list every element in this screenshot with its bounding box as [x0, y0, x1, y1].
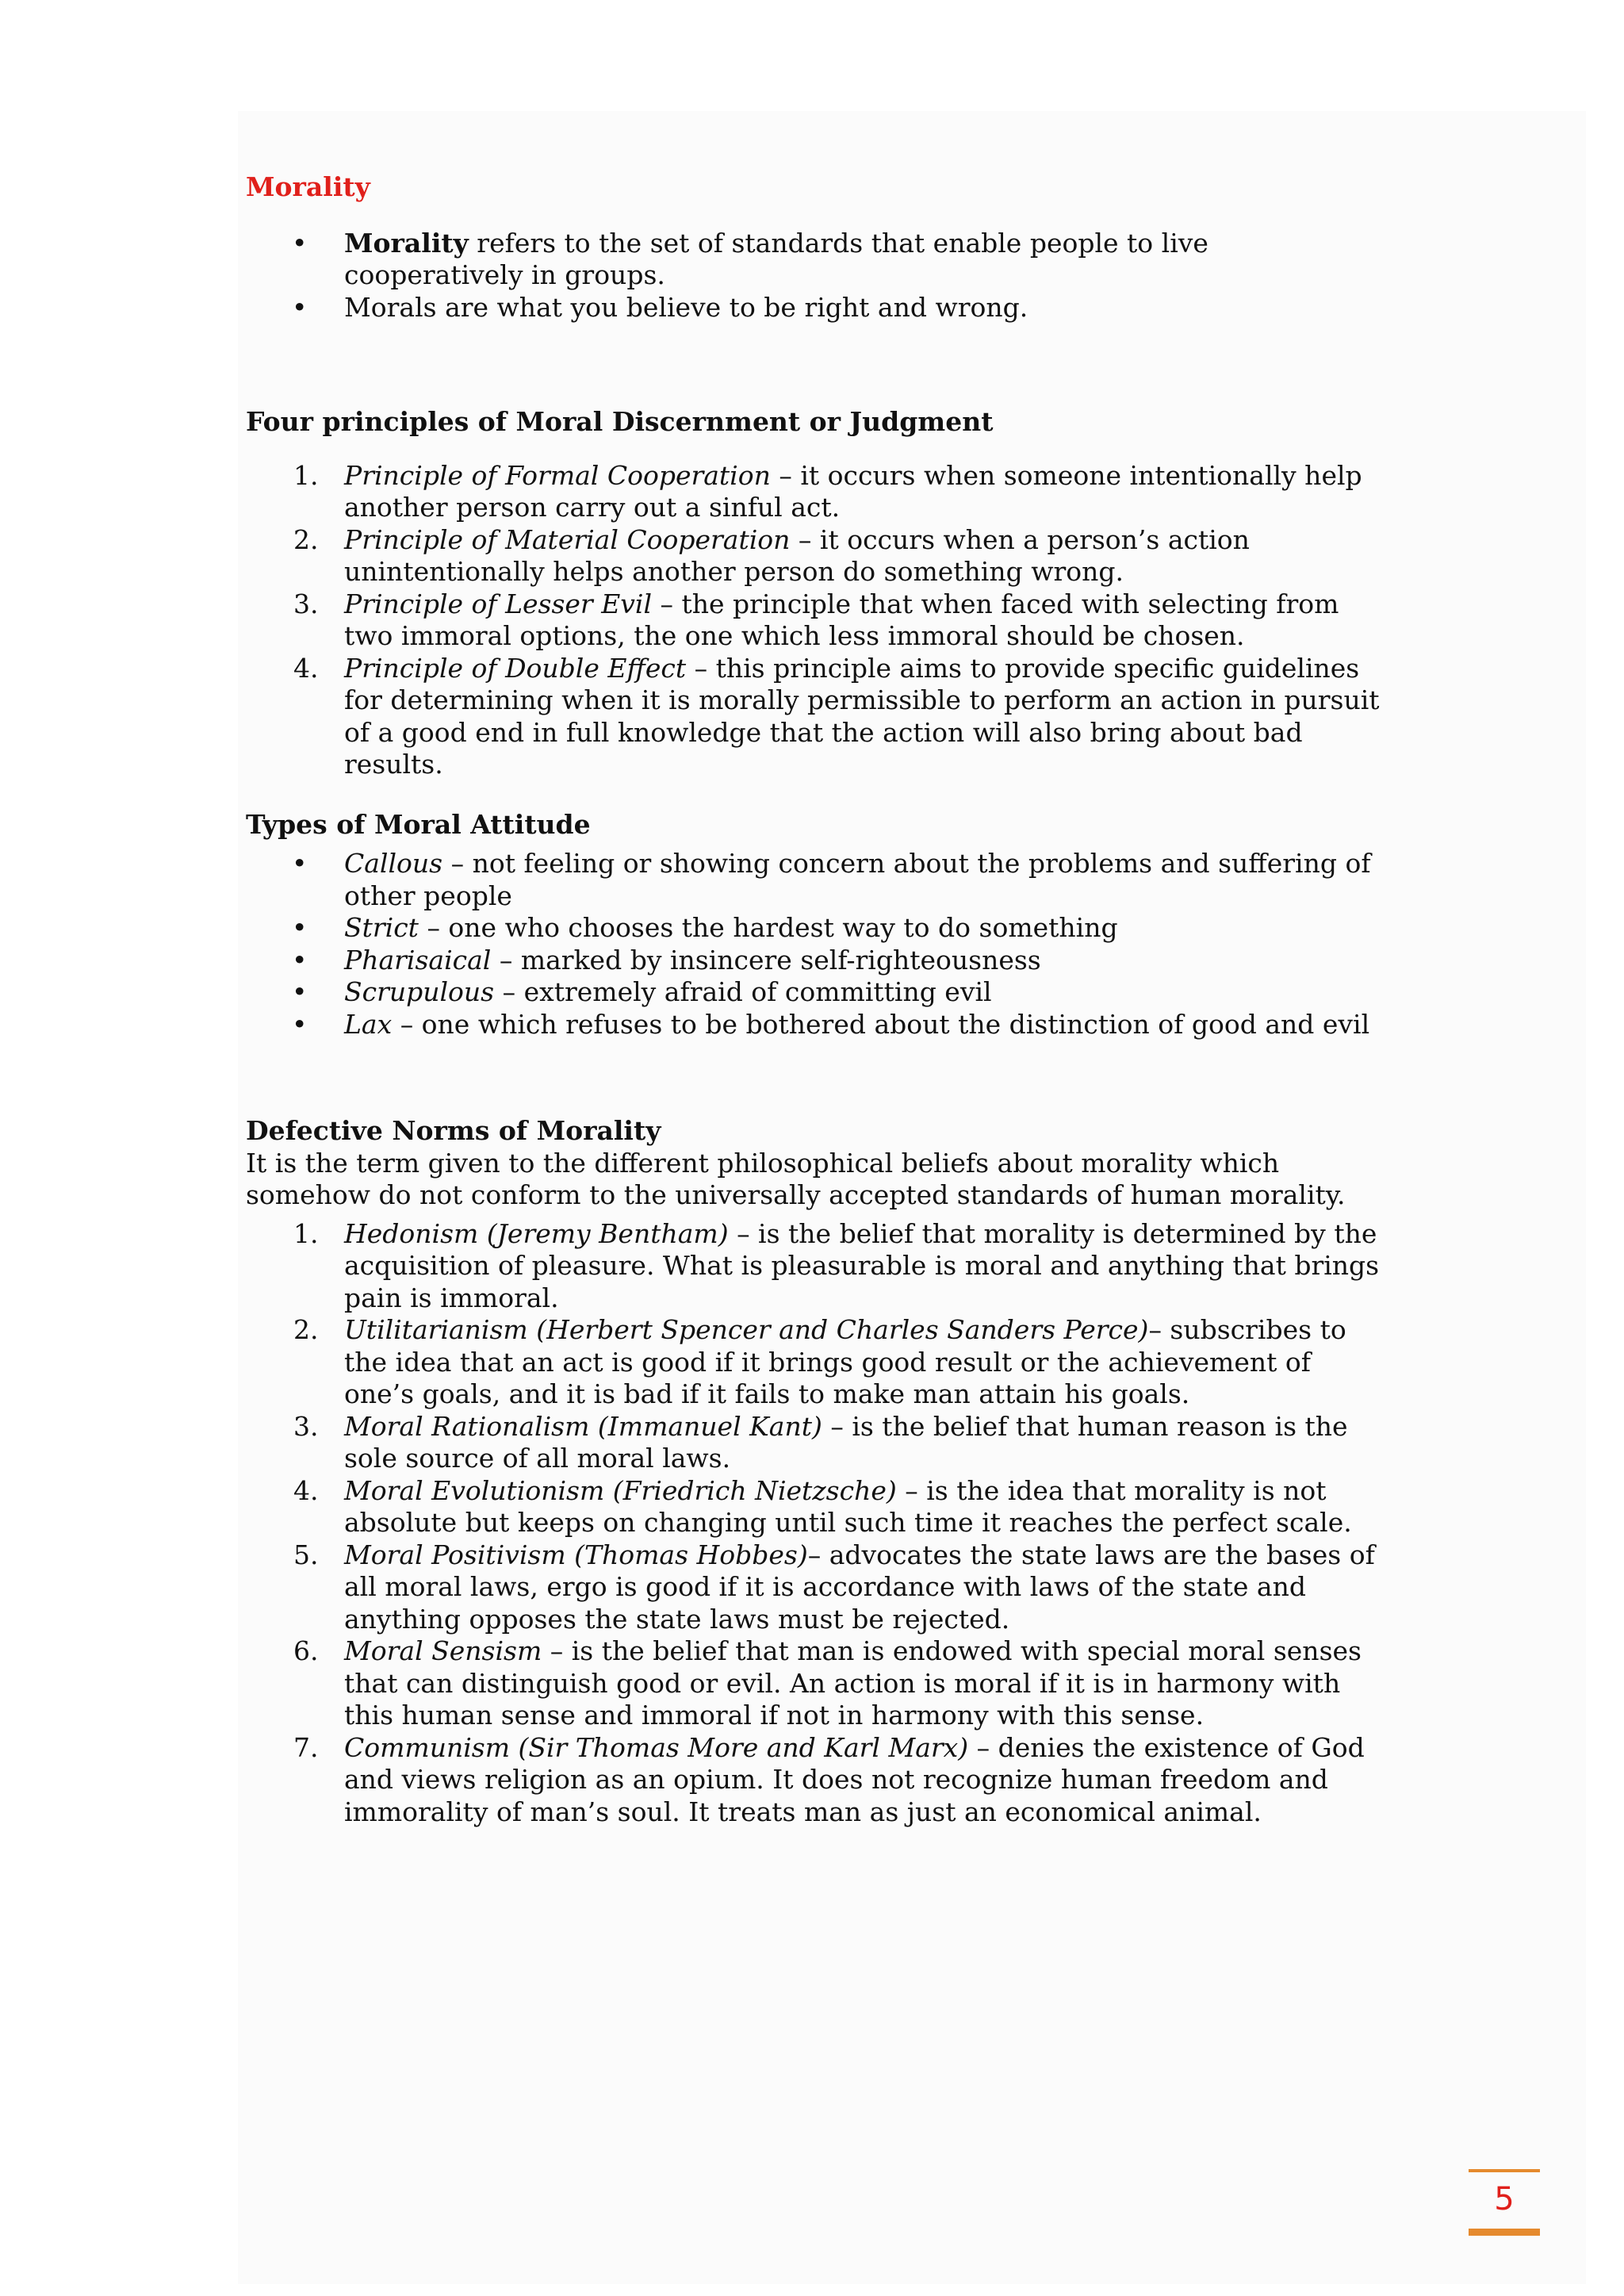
item-text: – is the belief that man is endowed with special moral senses that can distinguish good or evil. An action is moral if it is in harmony with this human sense and immoral if not in harmony with this sense. [344, 1635, 1362, 1731]
item-term: Scrupulous [344, 976, 495, 1007]
item-term: Moral Positivism (Thomas Hobbes) [344, 1539, 808, 1570]
item-term: Callous [344, 848, 443, 879]
item-term: Strict [344, 912, 419, 943]
list-item [246, 848, 1388, 912]
list-item [246, 1218, 1388, 1315]
item-text: – subscribes to the idea that an act is good if it brings good result or the achievement of one’s goals, and it is bad if it fails to make man attain his goals. [344, 1314, 1346, 1409]
list-item [246, 1411, 1388, 1475]
list-item [246, 1475, 1388, 1539]
item-term: Utilitarianism (Herbert Spencer and Charles Sanders Perce) [344, 1314, 1149, 1345]
list-item [246, 524, 1388, 588]
item-term: Moral Evolutionism (Friedrich Nietzsche) [344, 1474, 897, 1506]
item-term: Moral Sensism [344, 1635, 542, 1666]
item-number: 3. [293, 1410, 319, 1442]
list-item [246, 976, 1388, 1009]
item-term: Principle of Formal Cooperation [344, 459, 771, 491]
item-term: Principle of Material Cooperation [344, 523, 791, 555]
item-number: 3. [293, 588, 319, 619]
item-text: – advocates the state laws are the bases of all moral laws, ergo is good if it is accordance with laws of the state and anything opposes the state laws must be rejected. [344, 1539, 1375, 1635]
list-item [246, 1009, 1388, 1041]
item-text: – one which refuses to be bothered about the distinction of good and evil [392, 1008, 1370, 1040]
item-text: Morals are what you believe to be right and wrong. [344, 291, 1028, 323]
section-heading-principles: Four principles of Moral Discernment or Judgment [246, 406, 994, 437]
item-number: 6. [293, 1635, 319, 1666]
item-text: refers to the set of standards that enable people to live cooperatively in groups. [344, 227, 1208, 290]
section-morality [246, 171, 1388, 324]
item-term: Pharisaical [344, 944, 492, 976]
item-number: 5. [293, 1539, 319, 1570]
item-term: Hedonism (Jeremy Bentham) [344, 1217, 729, 1249]
section-heading-defective: Defective Norms of Morality [246, 1115, 661, 1146]
item-term: Communism (Sir Thomas More and Karl Marx) [344, 1731, 969, 1763]
item-text: – is the belief that morality is determined by the acquisition of pleasure. What is pleasurable is moral and anything that brings pain is immoral. [344, 1217, 1380, 1313]
item-text: – denies the existence of God and views religion as an opium. It does not recognize human freedom and immorality of man’s soul. It treats man as just an economical animal. [344, 1731, 1365, 1827]
list-item [246, 912, 1388, 945]
list-item [246, 588, 1388, 653]
item-text: – it occurs when a person’s action unintentionally helps another person do something wrong. [344, 523, 1250, 587]
item-term: Principle of Lesser Evil [344, 588, 653, 619]
attitude-bullet-list [246, 848, 1388, 1041]
item-number: 1. [293, 1217, 319, 1249]
section-heading-attitude: Types of Moral Attitude [246, 808, 591, 840]
list-item [246, 1539, 1388, 1636]
item-term: Moral Rationalism (Immanuel Kant) [344, 1410, 822, 1442]
item-text: – one who chooses the hardest way to do something [418, 912, 1118, 943]
item-text: – it occurs when someone intentionally help another person carry out a sinful act. [344, 459, 1362, 523]
list-item [246, 292, 1388, 324]
morality-bullet-list [246, 228, 1388, 324]
term-morality: Morality [344, 227, 469, 259]
list-item [246, 653, 1388, 781]
item-text: – this principle aims to provide specific guidelines for determining when it is morally permissible to perform an action in pursuit of a good end in full knowledge that the action will also bring about bad results. [344, 652, 1380, 780]
section-defective-norms [246, 1115, 1388, 1828]
principles-numbered-list [246, 460, 1388, 781]
section-moral-attitude [246, 809, 1388, 1041]
defective-norms-numbered-list [246, 1218, 1388, 1829]
item-number: 7. [293, 1731, 319, 1763]
list-item [246, 1314, 1388, 1411]
item-number: 2. [293, 1314, 319, 1345]
page-number: 5 [1469, 2169, 1540, 2236]
list-item [246, 1732, 1388, 1829]
item-number: 4. [293, 652, 319, 684]
list-item [246, 460, 1388, 524]
section-heading-morality: Morality [246, 171, 370, 202]
item-text: – extremely afraid of committing evil [494, 976, 992, 1007]
section-principles [246, 406, 1388, 781]
item-text: – the principle that when faced with selecting from two immoral options, the one which less immoral should be chosen. [344, 588, 1339, 651]
item-term: Lax [344, 1008, 393, 1040]
item-number: 4. [293, 1474, 319, 1506]
item-number: 1. [293, 459, 319, 491]
item-text: – marked by insincere self-righteousness [491, 944, 1041, 976]
list-item [246, 945, 1388, 977]
list-item [246, 1635, 1388, 1732]
item-text: – is the idea that morality is not absolute but keeps on changing until such time it reaches the perfect scale. [344, 1474, 1352, 1538]
item-number: 2. [293, 523, 319, 555]
list-item [246, 228, 1388, 292]
item-text: – is the belief that human reason is the sole source of all moral laws. [344, 1410, 1348, 1474]
item-text: – not feeling or showing concern about the problems and suffering of other people [344, 848, 1371, 911]
section-intro: It is the term given to the different philosophical beliefs about morality which somehow do not conform to the universally accepted standards of human morality. [246, 1147, 1346, 1210]
document-body [246, 171, 1388, 1828]
item-term: Principle of Double Effect [344, 652, 687, 684]
